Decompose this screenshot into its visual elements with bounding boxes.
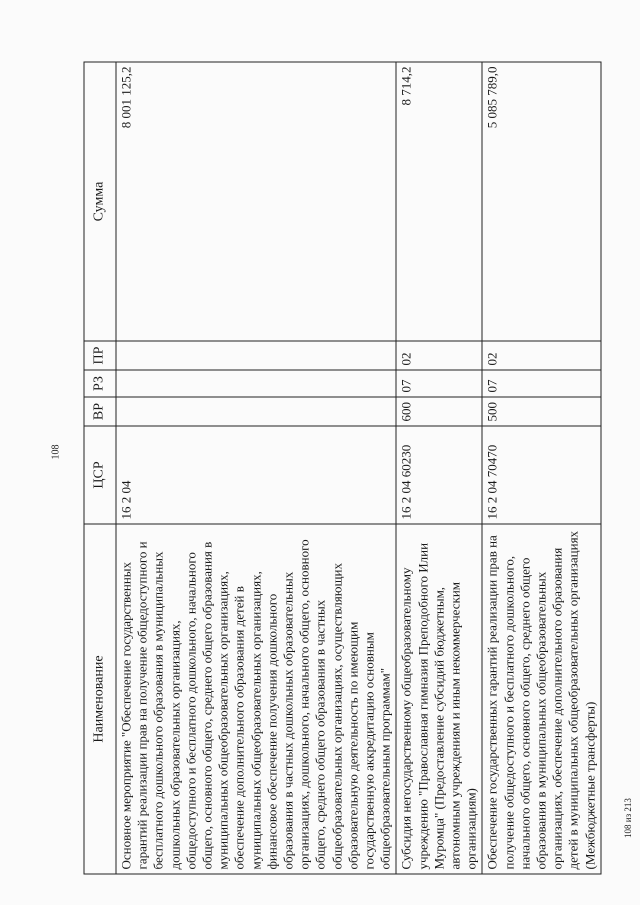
table-header-row	[84, 62, 116, 874]
cell-sum: 8 001 125,2	[116, 62, 396, 341]
rotated-table-wrapper	[83, 62, 597, 874]
page-footer: 108 из 213	[623, 798, 633, 838]
cell-csr: 16 2 04	[116, 426, 396, 524]
table-row	[116, 62, 396, 874]
cell-csr: 16 2 04 60230	[396, 426, 482, 524]
header-name: Наименование	[84, 524, 116, 874]
table-row	[482, 62, 600, 874]
header-vr: ВР	[84, 397, 116, 426]
cell-pr: 02	[482, 341, 600, 370]
cell-name: Обеспечение государственных гарантий реализации прав на получение общедоступного и бесплатного дошкольного, начального общего, основного общего, среднего общего образования в муниципальных общеобразовательных организациях, обеспечение дополнительного образования детей в муниципальных общеобразовательных организациях (Межбюджетные трансферты)	[482, 524, 600, 874]
cell-rz	[116, 370, 396, 397]
cell-sum: 8 714,2	[396, 62, 482, 341]
cell-pr	[116, 341, 396, 370]
cell-rz: 07	[482, 370, 600, 397]
page-number: 108	[50, 444, 62, 460]
cell-vr	[116, 397, 396, 426]
header-rz: РЗ	[84, 370, 116, 397]
cell-csr: 16 2 04 70470	[482, 426, 600, 524]
cell-rz: 07	[396, 370, 482, 397]
cell-pr: 02	[396, 341, 482, 370]
table-row	[396, 62, 482, 874]
cell-name: Субсидия негосударственному общеобразовательному учреждению "Православная гимназия Преподобного Илии Муромца" (Предоставление субсидий бюджетным, автономным учреждениям и иным некоммерческим организациям)	[396, 524, 482, 874]
cell-vr: 600	[396, 397, 482, 426]
header-csr: ЦСР	[84, 426, 116, 524]
budget-table	[83, 61, 601, 874]
header-pr: ПР	[84, 341, 116, 370]
cell-name: Основное мероприятие "Обеспечение государственных гарантий реализации прав на получение общедоступного и бесплатного дошкольного образования в муниципальных дошкольных образовательных организациях, общедоступного и бесплатного дошкольного, начального общего, основного общего, среднего общего образования в муниципальных общеобразовательных организациях, обеспечение дополнительного образования детей в муниципальных общеобразовательных организациях, финансовое обеспечение получения дошкольного образования в частных дошкольных образовательных организациях, дошкольного, начального общего, основного общего, среднего общего образования в частных общеобразовательных организациях, осуществляющих образовательную деятельность по имеющим государственную аккредитацию основным общеобразовательным программам"	[116, 524, 396, 874]
cell-vr: 500	[482, 397, 600, 426]
header-sum: Сумма	[84, 62, 116, 341]
cell-sum: 5 085 789,0	[482, 62, 600, 341]
